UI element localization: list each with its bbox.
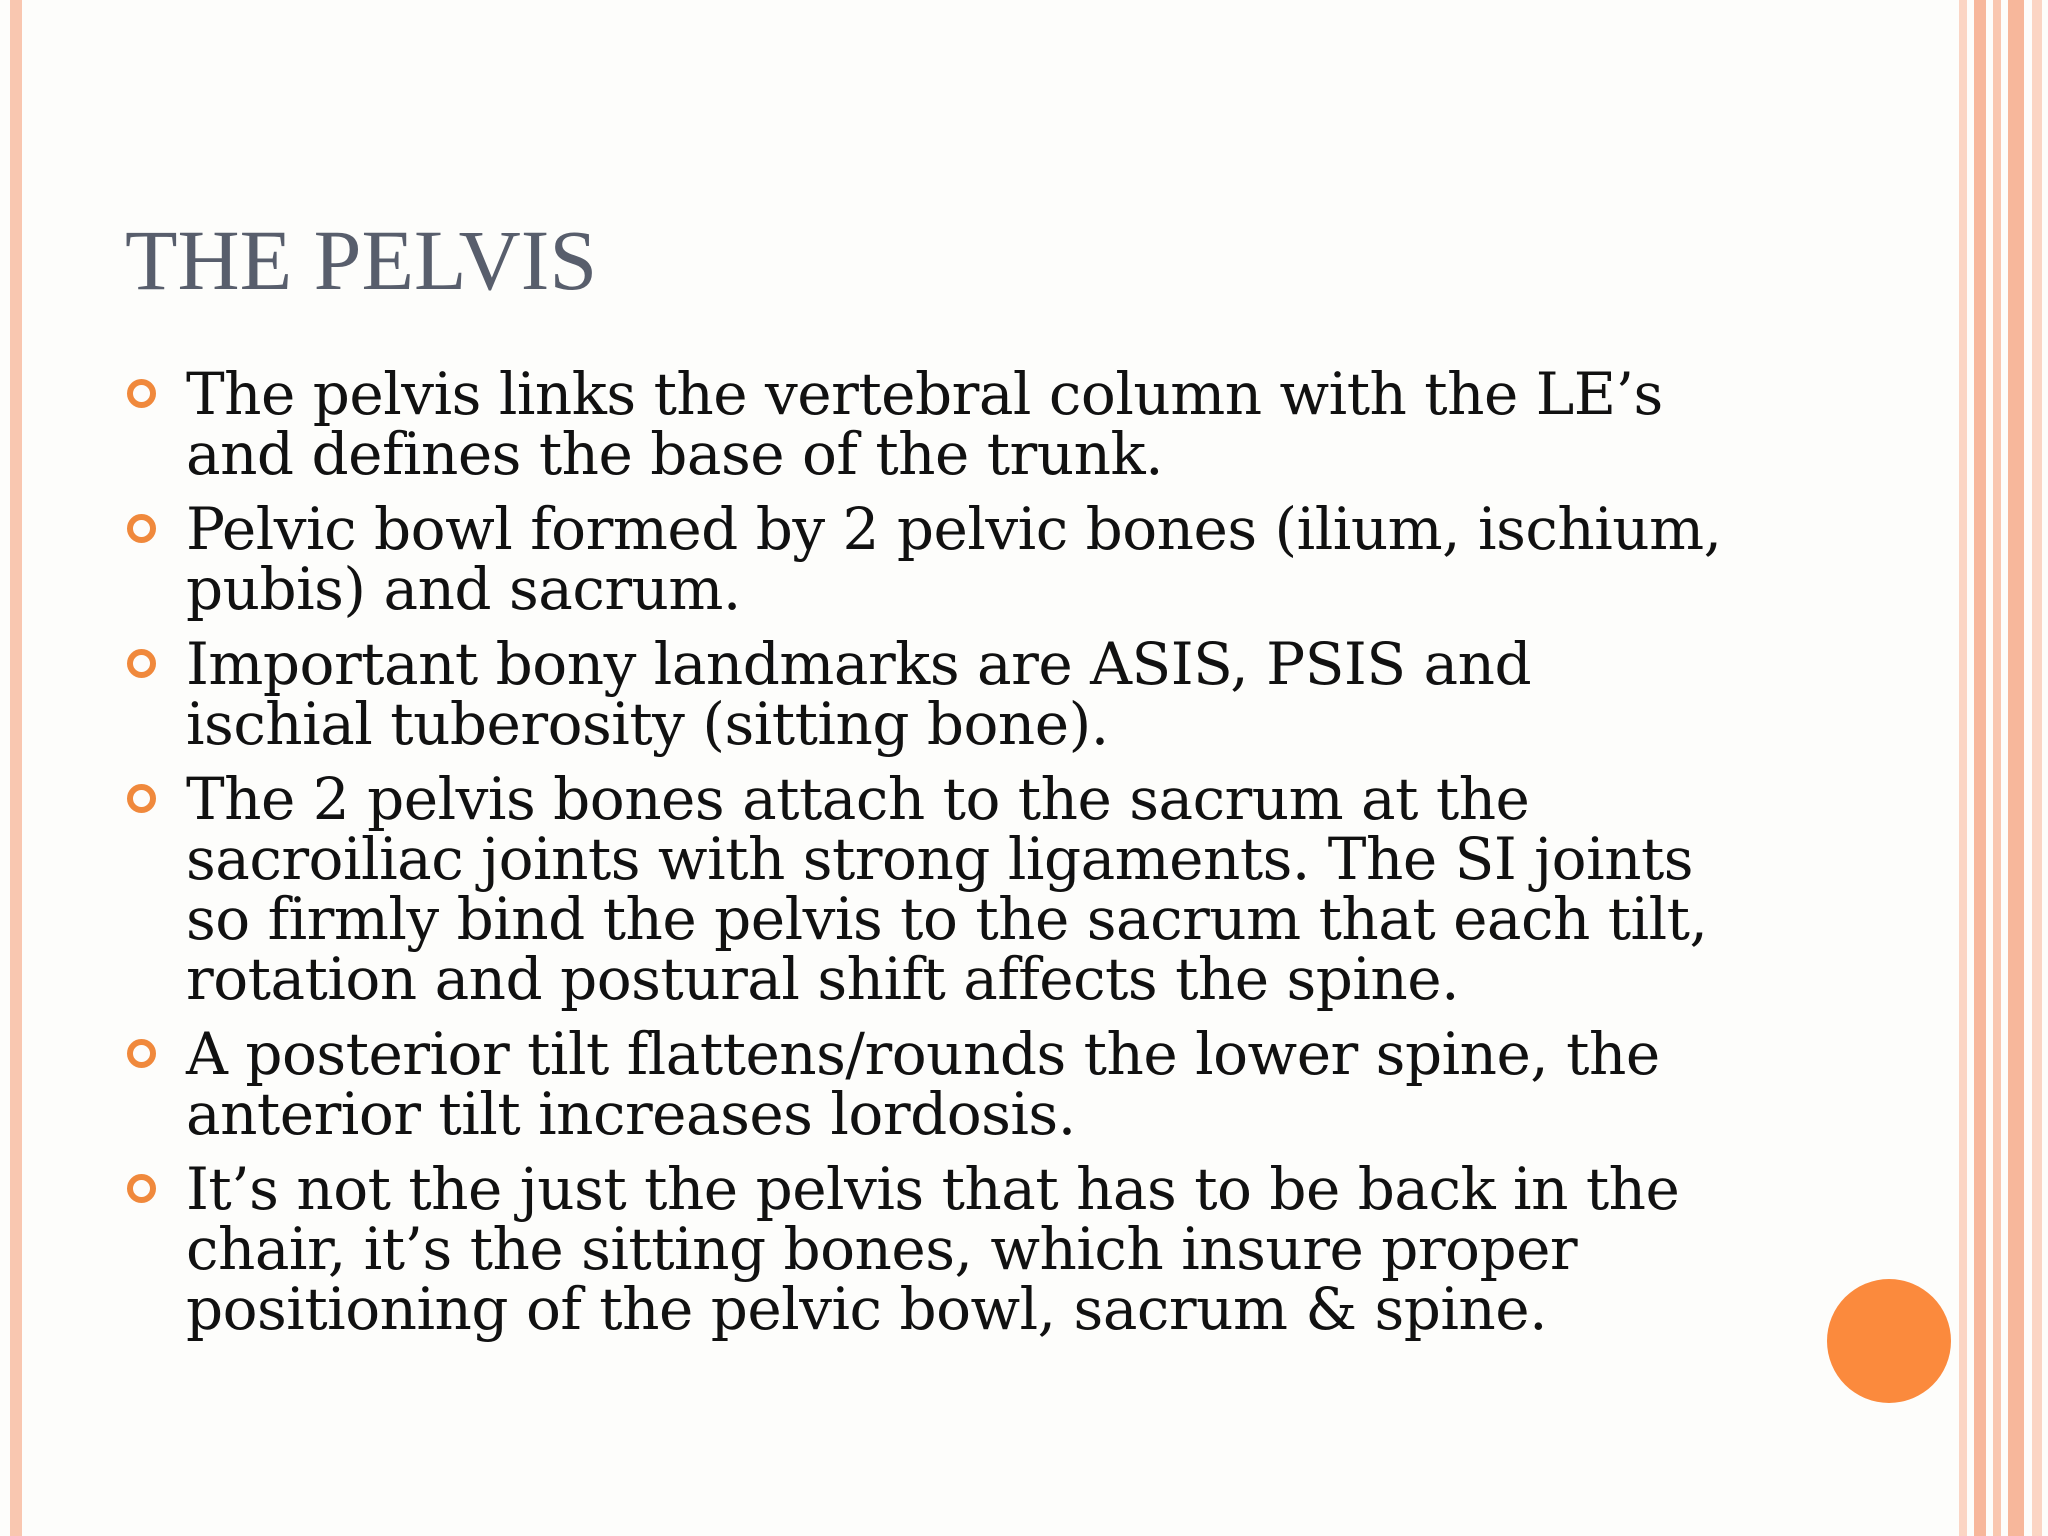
right-border-stripe-4	[2008, 0, 2024, 1536]
decorative-orange-circle	[1827, 1279, 1951, 1403]
bullet-line: A posterior tilt flattens/rounds the lower spine, the	[186, 1020, 1660, 1088]
right-border-stripe-1	[1959, 0, 1967, 1536]
bullet-line: sacroiliac joints with strong ligaments. The SI joints	[186, 825, 1694, 893]
circle-bullet-icon	[127, 784, 156, 813]
bullet-line: rotation and postural shift affects the spine.	[186, 945, 1460, 1013]
bullet-line: so firmly bind the pelvis to the sacrum that each tilt,	[186, 885, 1708, 953]
bullet-line: ischial tuberosity (sitting bone).	[186, 690, 1109, 758]
bullet-list	[125, 360, 1725, 1354]
bullet-line: The 2 pelvis bones attach to the sacrum at the	[186, 765, 1530, 833]
left-border-stripe	[10, 0, 22, 1536]
slide-title: THE PELVIS	[125, 212, 598, 308]
right-border-stripe-2	[1974, 0, 1986, 1536]
bullet-item-sitting-bones	[125, 1155, 1725, 1343]
bullet-line: Important bony landmarks are ASIS, PSIS and	[186, 630, 1532, 698]
bullet-item-pelvis-link	[125, 360, 1725, 488]
right-border-stripe-3	[1993, 0, 2001, 1536]
bullet-line: and defines the base of the trunk.	[186, 420, 1164, 488]
circle-bullet-icon	[127, 649, 156, 678]
bullet-line: Pelvic bowl formed by 2 pelvic bones (ilium, ischium,	[186, 495, 1722, 563]
bullet-line: anterior tilt increases lordosis.	[186, 1080, 1076, 1148]
bullet-line: It’s not the just the pelvis that has to be back in the	[186, 1155, 1680, 1223]
circle-bullet-icon	[127, 1039, 156, 1068]
circle-bullet-icon	[127, 514, 156, 543]
bullet-line: chair, it’s the sitting bones, which insure proper	[186, 1215, 1578, 1283]
bullet-item-pelvic-bowl	[125, 495, 1725, 623]
circle-bullet-icon	[127, 379, 156, 408]
bullet-line: pubis) and sacrum.	[186, 555, 741, 623]
circle-bullet-icon	[127, 1174, 156, 1203]
right-border-stripe-5	[2032, 0, 2042, 1536]
bullet-item-bony-landmarks	[125, 630, 1725, 758]
bullet-item-sacroiliac-joints	[125, 765, 1725, 1013]
bullet-line: positioning of the pelvic bowl, sacrum & spine.	[186, 1275, 1548, 1343]
bullet-item-pelvic-tilt	[125, 1020, 1725, 1148]
bullet-line: The pelvis links the vertebral column with the LE’s	[186, 360, 1663, 428]
